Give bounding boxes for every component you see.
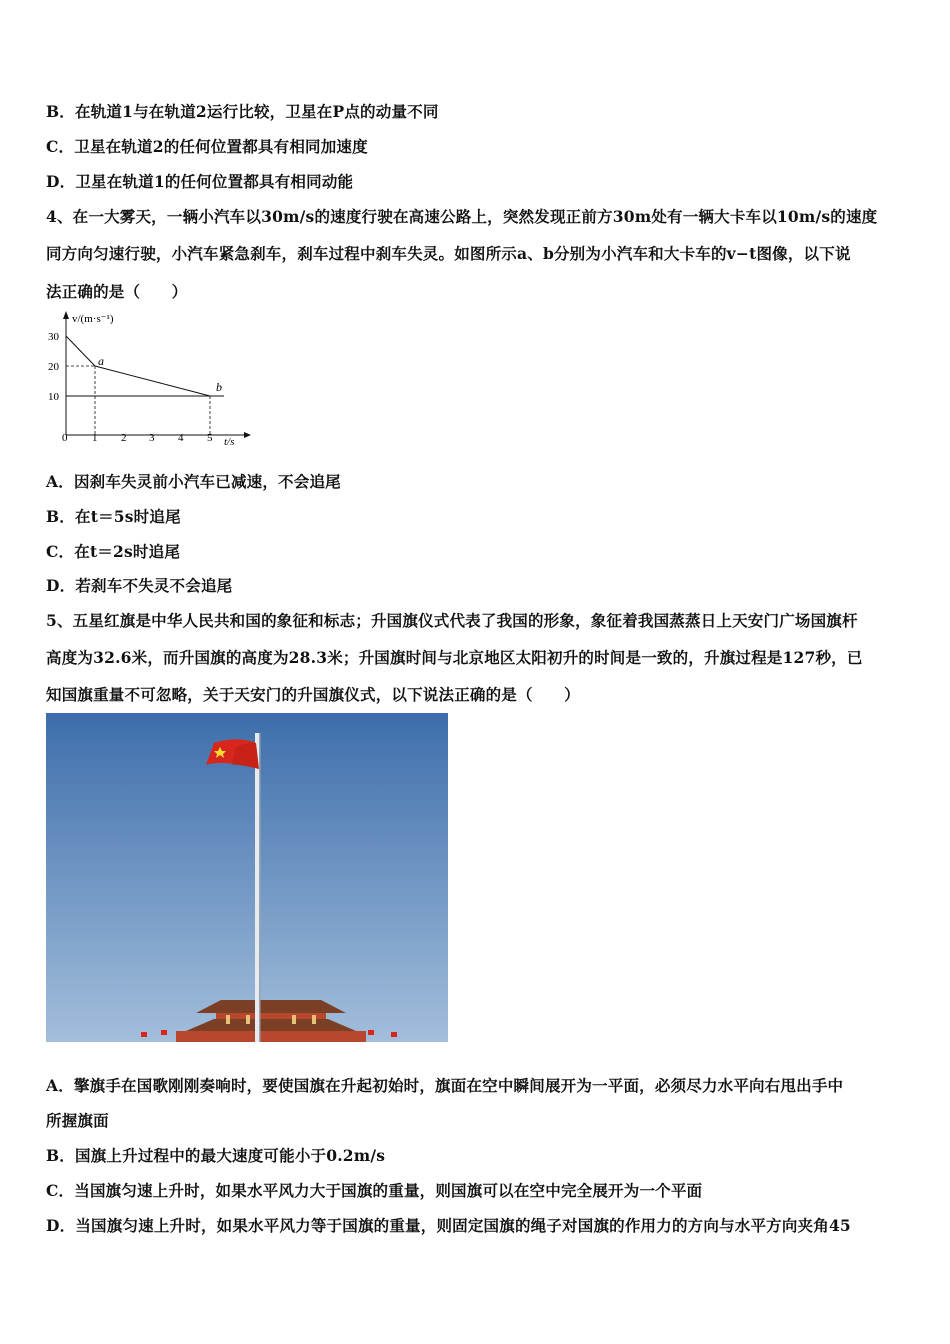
q5-option-d: D．当国旗匀速上升时，如果水平风力等于国旗的重量，则固定国旗的绳子对国旗的作用力的方向与水平方向夹角45 bbox=[46, 1216, 851, 1235]
x-tick-2: 2 bbox=[121, 432, 127, 444]
y-tick-20: 20 bbox=[48, 361, 59, 373]
x-tick-5: 5 bbox=[207, 432, 213, 444]
q4-stem-line-1: 4、在一大雾天，一辆小汽车以30m/s的速度行驶在高速公路上，突然发现正前方30m处有一辆大卡车以10m/s的速度 bbox=[46, 207, 878, 226]
q5-option-a: A．擎旗手在国歌刚刚奏响时，要使国旗在升起初始时，旗面在空中瞬间展开为一平面，必须尽力水平向右甩出手中 bbox=[46, 1076, 844, 1095]
option-d-prev: D．卫星在轨道1的任何位置都具有相同动能 bbox=[46, 172, 354, 191]
y-axis-label: v/(m·s⁻¹) bbox=[72, 313, 114, 325]
x-tick-3: 3 bbox=[149, 432, 155, 444]
q5-stem-line-2: 高度为32.6米，而升国旗的高度为28.3米；升国旗时间与北京地区太阳初升的时间是一致的，升旗过程是127秒，已 bbox=[46, 648, 863, 667]
flag-photo bbox=[46, 713, 448, 1042]
x-axis-label: t/s bbox=[224, 436, 235, 447]
option-c-prev: C．卫星在轨道2的任何位置都具有相同加速度 bbox=[46, 137, 368, 156]
small-flag bbox=[391, 1032, 397, 1037]
x-tick-0: 0 bbox=[62, 432, 68, 444]
q4-option-c: C．在t＝2s时追尾 bbox=[46, 542, 181, 561]
q5-option-c: C．当国旗匀速上升时，如果水平风力大于国旗的重量，则国旗可以在空中完全展开为一个平面 bbox=[46, 1181, 703, 1200]
q5-option-a-cont: 所握旗面 bbox=[46, 1111, 109, 1130]
q4-stem-line-3: 法正确的是（ ） bbox=[46, 282, 188, 301]
x-axis-arrow bbox=[244, 432, 251, 438]
y-tick-10: 10 bbox=[48, 391, 59, 403]
vt-graph bbox=[44, 307, 254, 447]
y-tick-30: 30 bbox=[48, 331, 59, 343]
x-tick-4: 4 bbox=[178, 432, 184, 444]
line-a-label: a bbox=[98, 354, 104, 368]
q4-option-d: D．若刹车不失灵不会追尾 bbox=[46, 576, 233, 595]
small-flag bbox=[141, 1032, 147, 1037]
x-tick-1: 1 bbox=[92, 432, 98, 444]
q4-stem-line-2: 同方向匀速行驶，小汽车紧急刹车，刹车过程中刹车失灵。如图所示a、b分别为小汽车和大卡车的v−t图像，以下说 bbox=[46, 244, 851, 263]
q4-option-a: A．因刹车失灵前小汽车已减速，不会追尾 bbox=[46, 472, 341, 491]
q5-stem-line-3: 知国旗重量不可忽略，关于天安门的升国旗仪式，以下说法正确的是（ ） bbox=[46, 685, 580, 704]
small-flag bbox=[161, 1030, 167, 1035]
option-b-prev: B．在轨道1与在轨道2运行比较，卫星在P点的动量不同 bbox=[46, 102, 439, 121]
line-b-label: b bbox=[216, 380, 222, 394]
y-axis-arrow bbox=[63, 311, 69, 319]
q4-option-b: B．在t＝5s时追尾 bbox=[46, 507, 181, 526]
small-flag bbox=[368, 1030, 374, 1035]
q5-option-b: B．国旗上升过程中的最大速度可能小于0.2m/s bbox=[46, 1146, 386, 1165]
q5-stem-line-1: 5、五星红旗是中华人民共和国的象征和标志；升国旗仪式代表了我国的形象，象征着我国蒸蒸日上天安门广场国旗杆 bbox=[46, 611, 858, 630]
